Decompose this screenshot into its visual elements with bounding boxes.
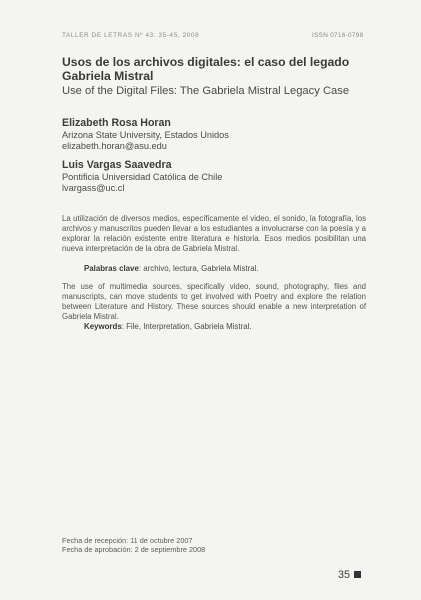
abstract-english: The use of multimedia sources, specifically video, sound, photography, files and manuscripts, can move students to get involved with Poetry and explore the relation between Literature and History. These sources should enable a new interpretation of Gabriela Mistral. [62,282,366,321]
author-affiliation: Pontificia Universidad Católica de Chile [62,172,223,182]
keywords-list: : File, Interpretation, Gabriela Mistral. [121,322,252,331]
journal-header: TALLER DE LETRAS Nº 43: 35-45, 2008 [62,32,200,39]
square-marker-icon [354,571,361,578]
keywords-list: : archivo, lectura, Gabriela Mistral. [138,264,259,273]
author-block [62,159,362,194]
author-block [62,117,362,152]
author-affiliation: Arizona State University, Estados Unidos [62,130,229,140]
page-number-value: 35 [338,569,351,581]
keywords-english [84,322,252,332]
page-number [338,569,361,581]
author-email: elizabeth.horan@asu.edu [62,141,167,151]
author-name: Luis Vargas Saavedra [62,159,172,171]
received-date: Fecha de recepción: 11 de octubre 2007 [62,536,193,545]
author-email: lvargass@uc.cl [62,183,125,193]
article-dates [62,536,205,555]
author-name: Elizabeth Rosa Horan [62,117,171,129]
issn-label: ISSN 0716-0798 [312,32,364,39]
article-title-english: Use of the Digital Files: The Gabriela Mistral Legacy Case [62,85,350,97]
abstract-spanish: La utilización de diversos medios, específicamente el video, el sonido, la fotografía, los archivos y manuscritos pueden llevar a los estudiantes a involucrarse con la poesía y a explorar la relación existente entre literatura e historia. Esos medios posibilitan una nueva interpretación de la obra de Gabriela Mistral. [62,214,366,253]
keywords-label: Keywords [84,322,122,331]
article-title: Usos de los archivos digitales: el caso del legado Gabriela Mistral [62,55,350,83]
approved-date: Fecha de aprobación: 2 de septiembre 2008 [62,545,206,555]
keywords-label: Palabras clave [84,264,139,273]
keywords-spanish [84,264,259,274]
